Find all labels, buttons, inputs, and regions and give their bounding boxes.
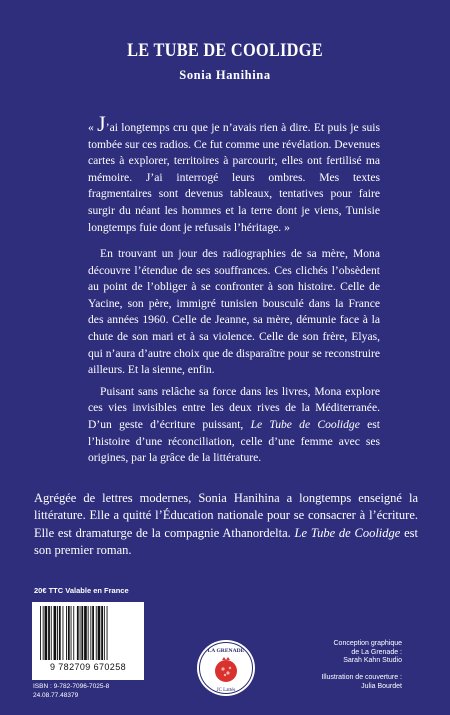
- barcode-bar: [66, 606, 67, 660]
- summary-text: est l’histoire d’une réconciliation, celle d’une femme avec ses origines, par la grâce de la littérature.: [88, 417, 380, 465]
- barcode-bar: [59, 606, 61, 660]
- barcode-bar: [96, 606, 97, 660]
- credit-line: Sarah Kahn Studio: [343, 657, 402, 665]
- credit-line: Illustration de couverture :: [321, 674, 402, 681]
- bio-tail: est son premier roman.: [34, 525, 418, 558]
- barcode-bar: [88, 606, 89, 660]
- publisher-name: LA GRENADE: [207, 648, 245, 654]
- barcode-bar: [73, 606, 74, 660]
- barcode-bar: [51, 606, 52, 660]
- summary-text: Puisant sans relâche sa force dans les livres, Mona explore ces vies invisibles entre les deux rives de la Méditerranée. D’un geste d’écriture puissant,: [88, 384, 380, 431]
- bio-book-title: Le Tube de Coolidge: [294, 525, 401, 540]
- credit-line: de La Grenade :: [351, 648, 402, 656]
- author-quote: [88, 111, 381, 236]
- bio-text: Agrégée de lettres modernes, Sonia Hanihina a longtemps enseigné la littérature. Elle a quitté l’Éducation nationale pour se consacrer à l’écriture. Elle est dramaturge de la compagnie Athanordelta.: [34, 491, 418, 540]
- catalog-code: 24.08.77.48379: [33, 691, 79, 699]
- barcode-bar: [90, 606, 91, 660]
- author-bio: [34, 490, 418, 560]
- barcode-bar: [48, 606, 50, 660]
- author-name: Sonia Hanihina: [179, 68, 271, 82]
- barcode-number: 9 782709 670258: [49, 662, 127, 672]
- barcode-bar: [81, 606, 83, 660]
- summary-paragraph-2: [88, 384, 380, 467]
- illustration-credits: [290, 674, 402, 691]
- barcode-bar: [57, 606, 58, 660]
- barcode-bar: [54, 606, 57, 660]
- publisher-logo: [196, 638, 256, 698]
- credit-line: Julia Bourdet: [361, 682, 402, 690]
- barcode-bar: [77, 606, 79, 660]
- summary-paragraph-1: En trouvant un jour des radiographies de sa mère, Mona découvre l’étendue de ses souffrances. Ces clichés l’obsèdent au point de l’obliger à se confronter à son histoire. Celle de Yacine, son père, immigré tunisien bousculé dans la France des années 1960. Celle de Jeanne, sa mère, démunie face à la chute de son mari et à sa violence. Celle de son frère, Elyas, qui n’aura d’autre choix que de disparaître pour se reconstruire ailleurs. Et la sienne, enfin.: [88, 247, 380, 377]
- barcode-bar: [98, 606, 101, 660]
- barcode: [32, 602, 144, 680]
- isbn-line: ISBN : 9-782-7096-7025-8: [33, 683, 110, 690]
- barcode-bar: [104, 606, 105, 660]
- barcode-bar: [92, 606, 94, 660]
- book-title: LE TUBE DE COOLIDGE: [127, 40, 323, 61]
- barcode-bar: [80, 606, 81, 660]
- summary-book-title: Le Tube de Coolidge: [250, 417, 360, 431]
- barcode-bar: [40, 606, 41, 660]
- barcode-bar: [63, 606, 64, 660]
- barcode-bar: [84, 606, 87, 660]
- barcode-bar: [68, 606, 70, 660]
- design-credits: [290, 640, 402, 666]
- isbn-block: [33, 683, 109, 700]
- barcode-bar: [43, 606, 44, 660]
- barcode-bar: [101, 606, 103, 660]
- price-label: 20€ TTC Valable en France: [34, 586, 129, 595]
- publisher-imprint: JC Lattès: [216, 688, 236, 693]
- barcode-bar: [107, 606, 108, 660]
- barcode-bar: [45, 606, 48, 660]
- barcode-bars: [38, 606, 138, 662]
- barcode-bar: [71, 606, 72, 660]
- credit-line: Conception graphique: [333, 640, 402, 647]
- quote-text: ’ai longtemps cru que je n’avais rien à dire. Et puis je suis tombée sur ces radios. Ce fut comme une révélation. Devenues cartes à explorer, territoires à parcourir, elles ont fertilisé ma mémoire. J’ai interrogé leurs ombres. Mes textes fragmentaires sont devenus tableaux, tentatives pour faire surgir du néant les hommes et la terre dont je viens, Tunisie longtemps fuie dont je refusais l’héritage. »: [88, 121, 381, 234]
- quote-open-mark: «: [88, 121, 98, 134]
- summary: [88, 246, 380, 467]
- quote-drop-initial: J: [97, 111, 106, 136]
